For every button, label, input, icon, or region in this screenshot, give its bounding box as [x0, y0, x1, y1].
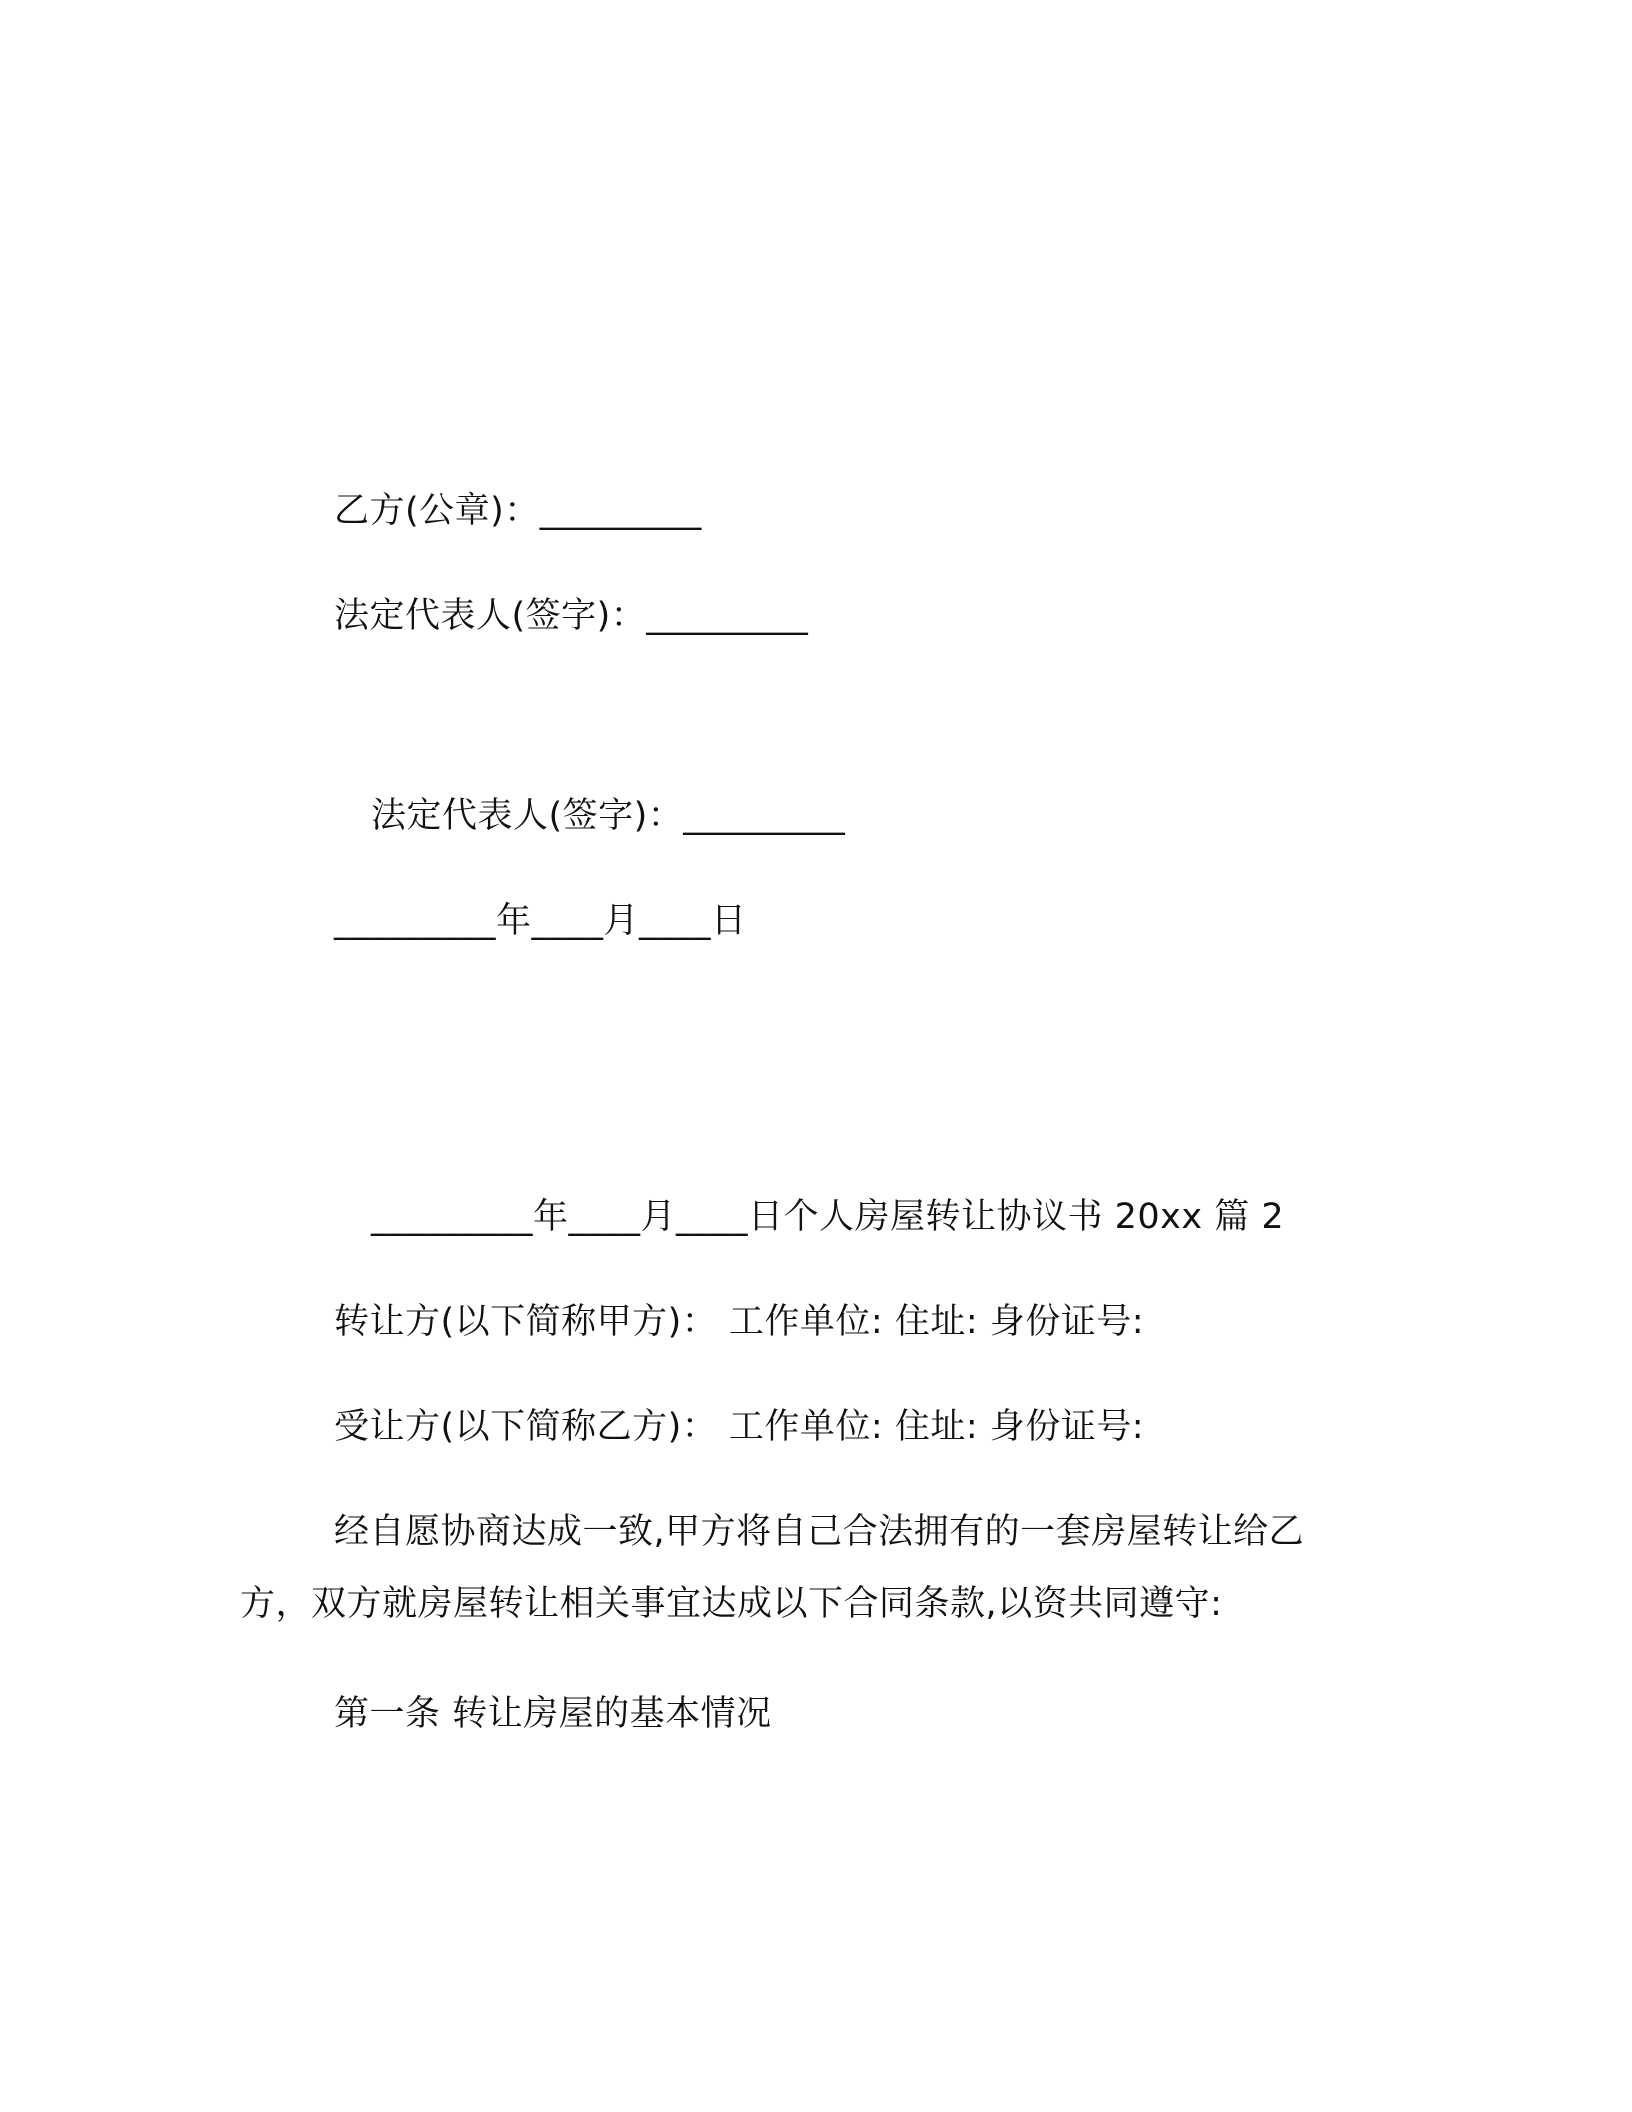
- legal-representative-signature-line-2: 法定代表人(签字)：_________: [371, 796, 846, 836]
- legal-representative-signature-line: 法定代表人(签字)：_________: [334, 596, 809, 636]
- date-and-title-line: _________年____月____日个人房屋转让协议书 20xx 篇 2: [371, 1197, 1285, 1237]
- article-one-heading: 第一条 转让房屋的基本情况: [334, 1694, 772, 1734]
- date-line: _________年____月____日: [334, 901, 747, 941]
- agreement-paragraph-line-2: 方，双方就房屋转让相关事宜达成以下合同条款,以资共同遵守:: [240, 1584, 1223, 1624]
- transferee-info-line: 受让方(以下简称乙方)： 工作单位: 住址: 身份证号:: [334, 1407, 1145, 1447]
- transferor-info-line: 转让方(以下简称甲方)： 工作单位: 住址: 身份证号:: [334, 1302, 1145, 1342]
- party-b-seal-line: 乙方(公章)：_________: [334, 491, 702, 531]
- agreement-paragraph-line-1: 经自愿协商达成一致,甲方将自己合法拥有的一套房屋转让给乙: [334, 1512, 1305, 1552]
